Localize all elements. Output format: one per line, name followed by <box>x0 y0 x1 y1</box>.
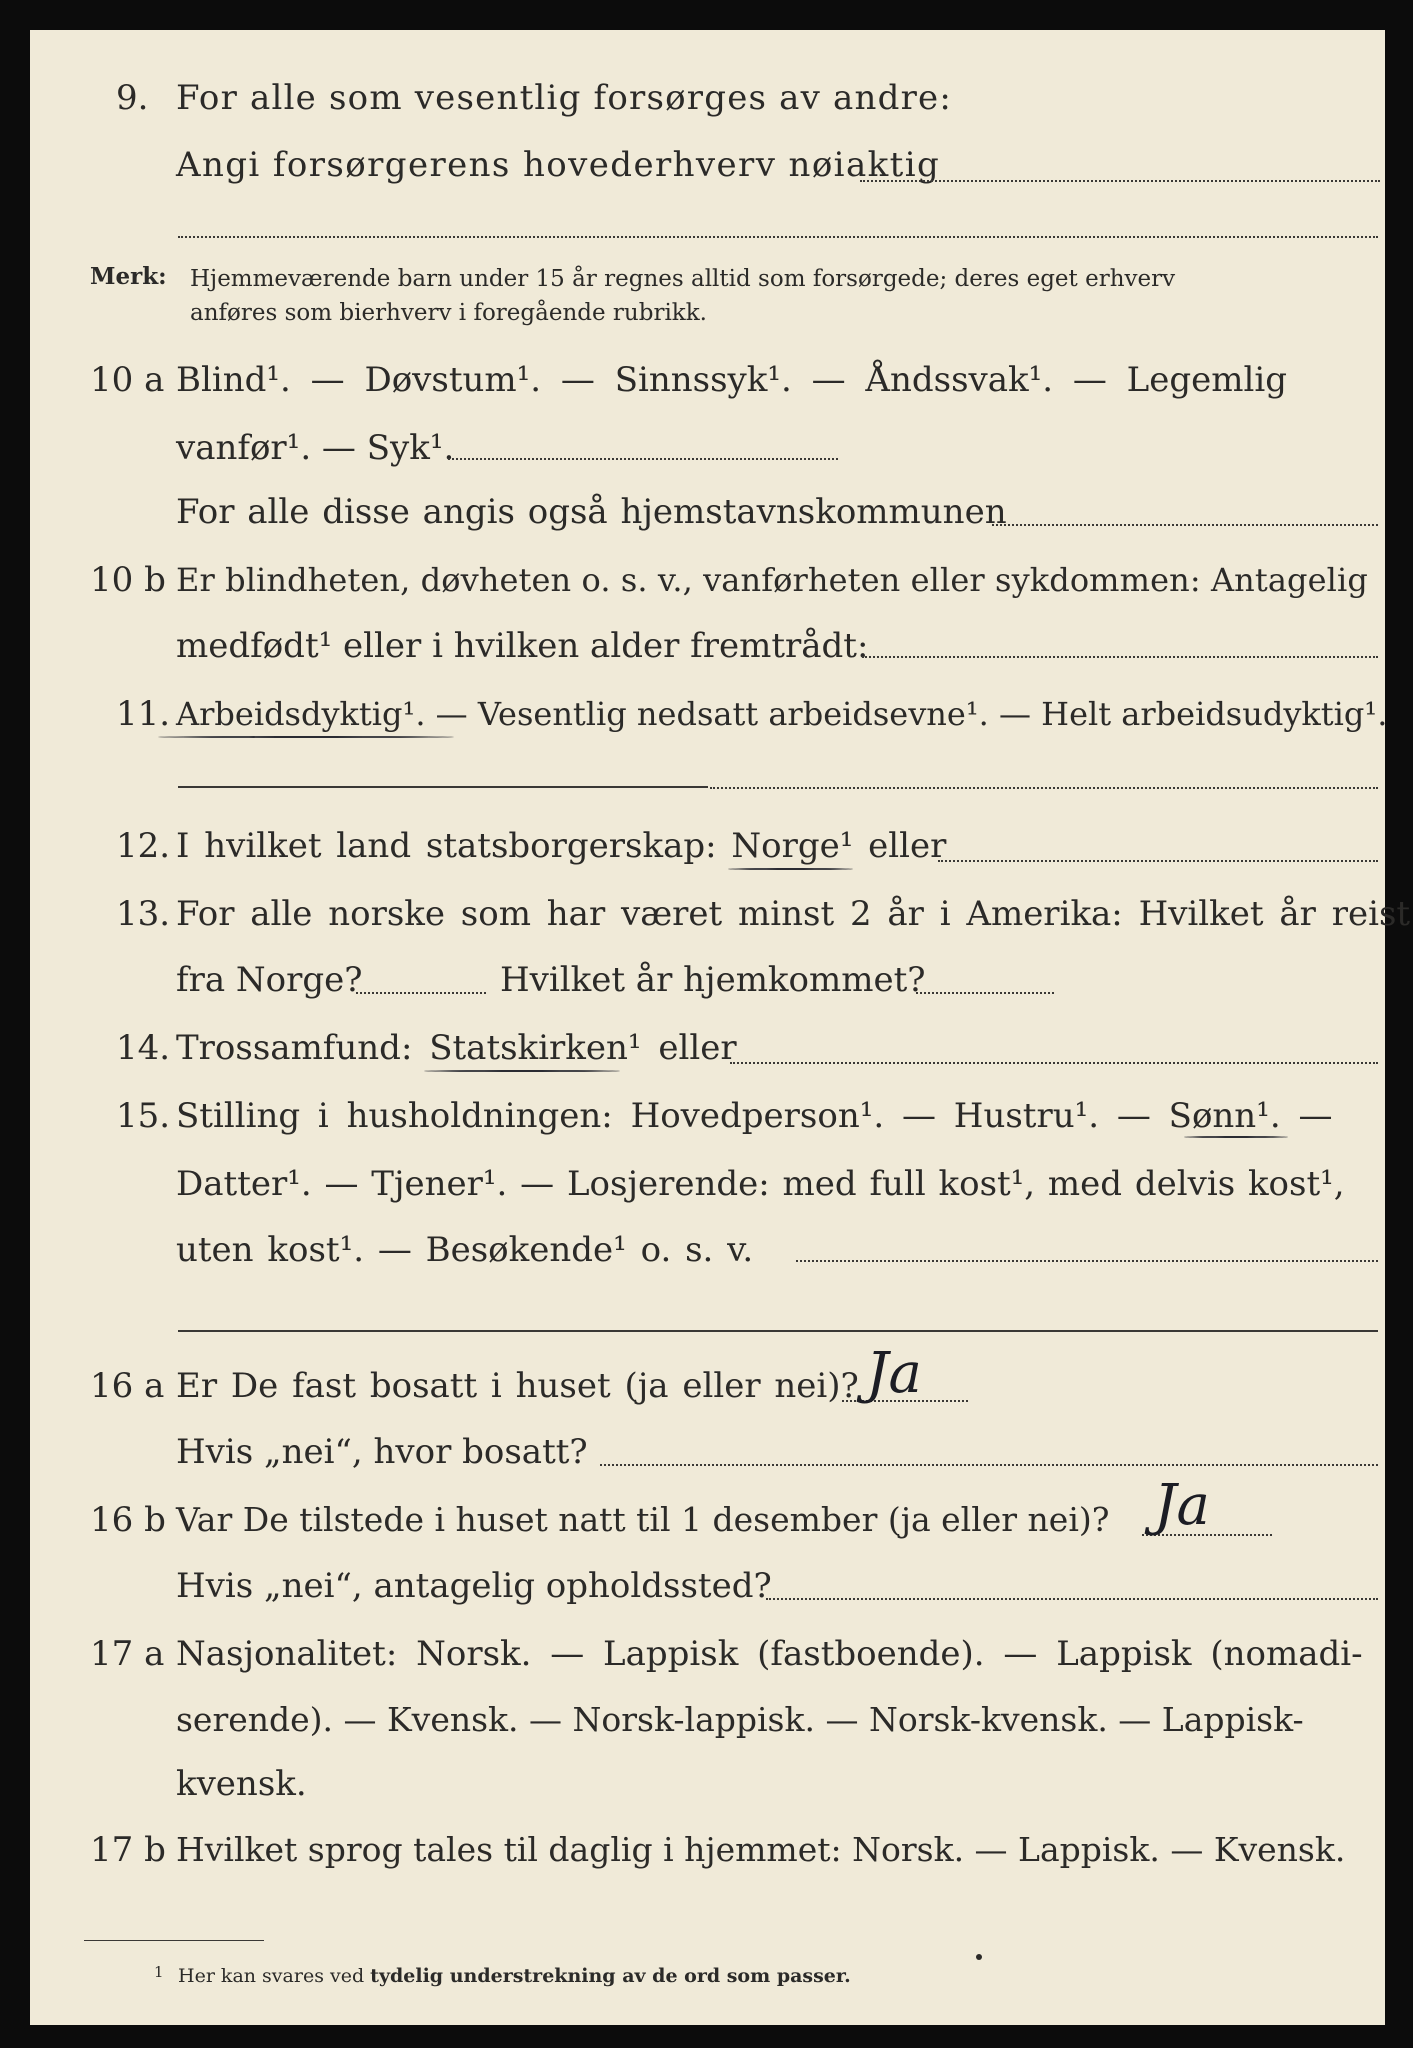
q16b-handwritten-answer: Ja <box>1154 1473 1210 1538</box>
q11-underline-arbeidsdyktig <box>158 736 454 738</box>
q15-answer-field[interactable] <box>796 1260 1378 1262</box>
footnote-divider <box>84 1940 264 1941</box>
q14-underline-statskirken <box>424 1070 620 1072</box>
q16a-line2: Hvis „nei“, hvor bosatt? <box>176 1432 588 1472</box>
q13-line2b: Hvilket år hjemkommet? <box>500 960 926 1000</box>
ink-dot <box>976 1954 982 1960</box>
q11-answer-field-2[interactable] <box>710 787 1378 789</box>
footnote-text-bold: tydelig understrekning av de ord som passer. <box>370 1965 851 1987</box>
q15-number: 15. <box>116 1096 171 1136</box>
q15-line3: uten kost¹. — Besøkende¹ o. s. v. <box>176 1230 754 1270</box>
q9-answer-field-2[interactable] <box>178 236 1378 238</box>
q10a-municipality-field[interactable] <box>992 524 1378 526</box>
footnote-text <box>178 1964 851 1988</box>
q17b-line1: Hvilket sprog tales til daglig i hjemmet: Norsk. — Lappisk. — Kvensk. <box>176 1830 1346 1869</box>
q10a-line3: For alle disse angis også hjemstavnskommunen <box>176 492 1007 532</box>
q16b-stay-field[interactable] <box>766 1598 1378 1600</box>
q16b-line2: Hvis „nei“, antagelig opholdssted? <box>176 1566 772 1606</box>
q17a-line3: kvensk. <box>176 1764 307 1804</box>
census-form-page <box>30 30 1411 2025</box>
q11-line1: Arbeidsdyktig¹. — Vesentlig nedsatt arbeidsevne¹. — Helt arbeidsudyktig¹. <box>176 695 1388 733</box>
q11-answer-field[interactable] <box>178 786 708 788</box>
q16a-number: 16 a <box>90 1366 165 1406</box>
q17a-line2: serende). — Kvensk. — Norsk-lappisk. — Norsk-kvensk. — Lappisk- <box>176 1700 1304 1739</box>
q9-line1: For alle som vesentlig forsørges av andre: <box>176 78 953 118</box>
q16b-line1: Var De tilstede i huset natt til 1 desember (ja eller nei)? <box>176 1500 1110 1539</box>
q9-answer-field[interactable] <box>860 180 1380 182</box>
q9-line2: Angi forsørgerens hovederhverv nøiaktig <box>176 145 941 185</box>
q16a-line1: Er De fast bosatt i huset (ja eller nei)? <box>176 1366 859 1406</box>
q10b-line1: Er blindheten, døvheten o. s. v., vanførheten eller sykdommen: Antagelig <box>176 561 1368 599</box>
q13-year-left-field[interactable] <box>356 992 486 994</box>
footnote-text-plain: Her kan svares ved <box>178 1965 365 1987</box>
q10a-number: 10 a <box>90 360 165 400</box>
q12-number: 12. <box>116 826 171 866</box>
q13-number: 13. <box>116 894 171 934</box>
q9-number: 9. <box>116 78 149 118</box>
q13-year-returned-field[interactable] <box>916 992 1054 994</box>
merk-line1: Hjemmeværende barn under 15 år regnes alltid som forsørgede; deres eget erhverv <box>190 266 1176 292</box>
q12-answer-field[interactable] <box>938 860 1378 862</box>
q10b-number: 10 b <box>90 560 166 600</box>
q11-number: 11. <box>116 694 171 734</box>
q12-underline-norge <box>728 868 853 870</box>
q12-line1: I hvilket land statsborgerskap: Norge¹ eller <box>176 826 947 866</box>
q17a-number: 17 a <box>90 1634 165 1674</box>
q15-line1: Stilling i husholdningen: Hovedperson¹. — Hustru¹. — Sønn¹. — <box>176 1096 1333 1136</box>
q10a-line2: vanfør¹. — Syk¹. <box>176 428 455 468</box>
q10b-line2: medfødt¹ eller i hvilken alder fremtrådt: <box>176 626 869 666</box>
q16b-number: 16 b <box>90 1500 166 1540</box>
q15-line2: Datter¹. — Tjener¹. — Losjerende: med full kost¹, med delvis kost¹, <box>176 1164 1345 1204</box>
merk-line2: anføres som bierhverv i foregående rubrikk. <box>190 300 707 326</box>
q14-line1: Trossamfund: Statskirken¹ eller <box>176 1028 737 1068</box>
q14-number: 14. <box>116 1028 171 1068</box>
q16a-handwritten-answer: Ja <box>866 1341 922 1406</box>
q10a-answer-field[interactable] <box>448 458 838 460</box>
q15-underline-sonn <box>1184 1136 1288 1138</box>
merk-label: Merk: <box>90 263 167 290</box>
q16a-where-field[interactable] <box>600 1464 1378 1466</box>
q14-answer-field[interactable] <box>730 1062 1378 1064</box>
q17b-number: 17 b <box>90 1830 166 1870</box>
q15-answer-field-2[interactable] <box>178 1330 1378 1332</box>
q13-line1: For alle norske som har været minst 2 år i Amerika: Hvilket år reist <box>176 894 1411 934</box>
q10a-line1: Blind¹. — Døvstum¹. — Sinnssyk¹. — Åndssvak¹. — Legemlig <box>176 360 1287 400</box>
q17a-line1: Nasjonalitet: Norsk. — Lappisk (fastboende). — Lappisk (nomadi- <box>176 1634 1363 1674</box>
footnote-mark: 1 <box>154 1963 164 1981</box>
q13-line2a: fra Norge? <box>176 960 363 1000</box>
q10b-answer-field[interactable] <box>862 656 1378 658</box>
